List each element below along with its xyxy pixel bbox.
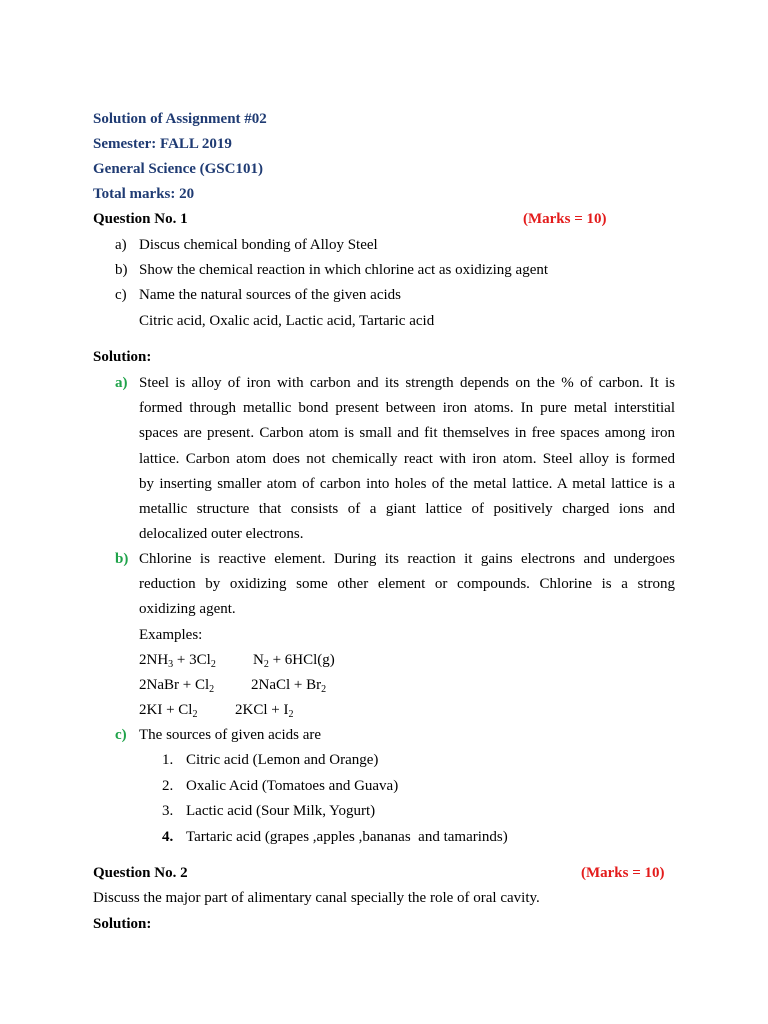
source-2-number: 2. <box>162 778 174 794</box>
source-1-text: Citric acid (Lemon and Orange) <box>186 752 379 768</box>
question-1-item-a-marker: a) <box>115 237 127 253</box>
question-2-text: Discuss the major part of alimentary canal specially the role of oral cavity. <box>93 890 540 906</box>
question-2-heading: Question No. 2 <box>93 865 188 881</box>
source-4-text: Tartaric acid (grapes ,apples ,bananas and tamarinds) <box>186 829 508 845</box>
reaction-1-reactants: $2NH_3 + 3Cl_2$ <box>139 652 216 670</box>
question-2-marks: (Marks = 10) <box>581 865 665 881</box>
solution-2-label: Solution: <box>93 916 152 932</box>
solution-c-marker: c) <box>115 727 127 743</box>
question-1-item-c: Name the natural sources of the given acids <box>139 287 401 303</box>
question-1-marks: (Marks = 10) <box>523 211 607 227</box>
paragraph-line: Chlorine is reactive element. During its reaction it gains electrons and undergoes <box>139 551 675 567</box>
paragraph-line: spaces are present. Carbon atom is small and fit themselves in free spaces among iron <box>139 425 675 442</box>
solution-b-paragraph <box>139 547 675 623</box>
solution-1-label: Solution: <box>93 349 152 365</box>
reaction-3-products: $2KCl + I_2$ <box>235 702 294 720</box>
course-line: General Science (GSC101) <box>93 161 263 177</box>
paragraph-line: formed through metallic bond present between iron atoms. In pure metal interstitial <box>139 400 675 417</box>
question-1-heading: Question No. 1 <box>93 211 188 227</box>
paragraph-line: lattice. Carbon atom does not chemically react with iron atom. Steel alloy is formed <box>139 450 675 467</box>
paragraph-line: metallic structure that consists of a giant lattice of positively charged ions and <box>139 501 675 518</box>
paragraph-line: by inserting smaller atom of carbon into holes of the metal lattice. A metal lattice is a <box>139 475 675 492</box>
acids-list-line: Citric acid, Oxalic acid, Lactic acid, Tartaric acid <box>139 313 435 329</box>
question-1-item-a: Discus chemical bonding of Alloy Steel <box>139 237 378 253</box>
reaction-2-products: 2NaCl + $Br_2$ <box>251 677 327 695</box>
paragraph-line: delocalized outer electrons. <box>139 526 304 543</box>
examples-label: Examples: <box>139 627 203 643</box>
paragraph-line: Steel is alloy of iron with carbon and its strength depends on the % of carbon. It is <box>139 375 675 391</box>
reaction-1-products: $N_2 + 6HCl(g)$ <box>253 652 335 670</box>
source-3-number: 3. <box>162 803 174 819</box>
reaction-2-reactants: 2NaBr + $Cl_2$ <box>139 677 215 695</box>
source-1-number: 1. <box>162 752 174 768</box>
semester-line: Semester: FALL 2019 <box>93 136 232 152</box>
source-3-text: Lactic acid (Sour Milk, Yogurt) <box>186 803 376 819</box>
question-1-item-c-marker: c) <box>115 287 127 303</box>
solution-c-intro: The sources of given acids are <box>139 727 322 743</box>
solution-b-marker: b) <box>115 551 129 567</box>
assignment-title: Solution of Assignment #02 <box>93 111 267 127</box>
solution-a-paragraph <box>139 371 675 547</box>
solution-a-marker: a) <box>115 375 128 391</box>
total-marks-line: Total marks: 20 <box>93 186 195 202</box>
question-1-item-b-marker: b) <box>115 262 128 278</box>
paragraph-line: oxidizing agent. <box>139 601 236 618</box>
source-2-text: Oxalic Acid (Tomatoes and Guava) <box>186 778 399 794</box>
reaction-3-reactants: $2KI + Cl_2$ <box>139 702 198 720</box>
question-1-item-b: Show the chemical reaction in which chlorine act as oxidizing agent <box>139 262 549 278</box>
source-4-number: 4. <box>162 829 174 845</box>
paragraph-line: reduction by oxidizing some other element or compounds. Chlorine is a strong <box>139 576 675 593</box>
